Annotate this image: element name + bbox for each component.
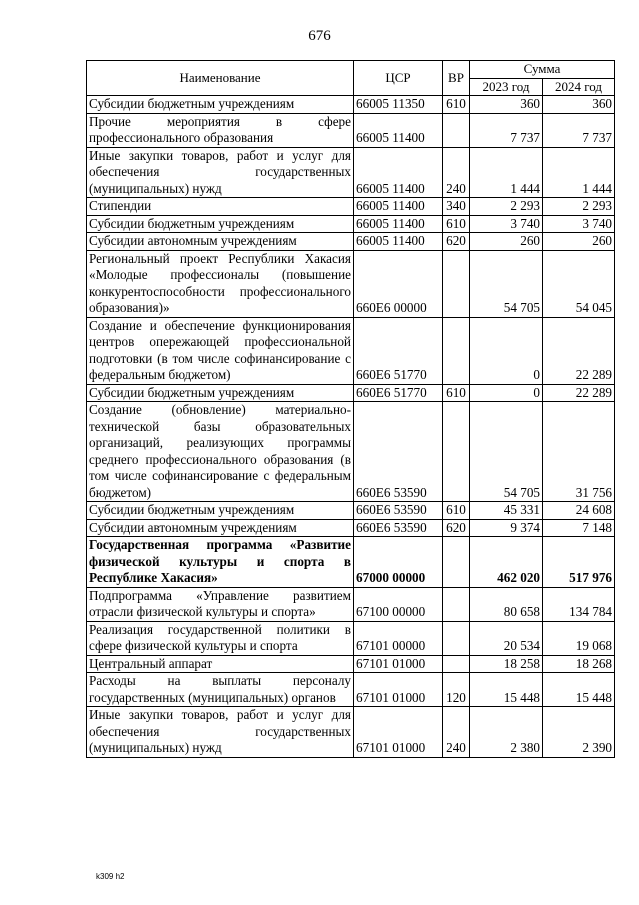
row-name: Субсидии бюджетным учреждениям — [87, 96, 354, 114]
row-vr: 340 — [443, 198, 470, 216]
table-row — [87, 502, 615, 520]
row-name: Подпрограмма «Управление развитием отрасли физической культуры и спорта» — [87, 587, 354, 621]
row-sum-2023: 462 020 — [470, 537, 543, 588]
row-csr: 660Е6 51770 — [354, 317, 443, 384]
table-row — [87, 113, 615, 147]
row-csr: 67101 00000 — [354, 621, 443, 655]
row-sum-2023: 1 444 — [470, 147, 543, 198]
row-sum-2024: 7 737 — [543, 113, 615, 147]
row-name: Иные закупки товаров, работ и услуг для обеспечения государственных (муниципальных) нужд — [87, 707, 354, 758]
row-vr — [443, 621, 470, 655]
row-sum-2024: 3 740 — [543, 215, 615, 233]
row-sum-2023: 20 534 — [470, 621, 543, 655]
row-csr: 660Е6 51770 — [354, 384, 443, 402]
table-row — [87, 655, 615, 673]
header-vr: ВР — [443, 61, 470, 96]
row-vr: 610 — [443, 96, 470, 114]
row-csr: 67101 01000 — [354, 707, 443, 758]
row-sum-2024: 7 148 — [543, 519, 615, 537]
row-sum-2023: 7 737 — [470, 113, 543, 147]
row-sum-2024: 517 976 — [543, 537, 615, 588]
row-vr: 120 — [443, 673, 470, 707]
row-name: Государственная программа «Развитие физической культуры и спорта в Республике Хакасия» — [87, 537, 354, 588]
row-csr: 67100 00000 — [354, 587, 443, 621]
row-vr — [443, 587, 470, 621]
header-csr: ЦСР — [354, 61, 443, 96]
row-vr: 610 — [443, 215, 470, 233]
row-csr: 660Е6 53590 — [354, 402, 443, 502]
table-row — [87, 519, 615, 537]
row-sum-2024: 260 — [543, 233, 615, 251]
row-vr: 240 — [443, 707, 470, 758]
row-name: Субсидии бюджетным учреждениям — [87, 502, 354, 520]
row-csr: 66005 11400 — [354, 147, 443, 198]
row-sum-2023: 80 658 — [470, 587, 543, 621]
row-name: Создание и обеспечение функционирования центров опережающей профессиональной подготовки (в том числе софинансирование с федеральным бюджетом) — [87, 317, 354, 384]
row-sum-2023: 9 374 — [470, 519, 543, 537]
row-sum-2023: 2 380 — [470, 707, 543, 758]
row-vr — [443, 317, 470, 384]
row-csr: 660Е6 53590 — [354, 519, 443, 537]
footer-code: k309 h2 — [96, 872, 125, 881]
row-name: Прочие мероприятия в сфере профессионального образования — [87, 113, 354, 147]
table-row — [87, 587, 615, 621]
row-csr: 66005 11400 — [354, 113, 443, 147]
row-sum-2024: 22 289 — [543, 384, 615, 402]
row-sum-2024: 24 608 — [543, 502, 615, 520]
row-sum-2023: 0 — [470, 317, 543, 384]
table-row — [87, 96, 615, 114]
row-sum-2024: 2 390 — [543, 707, 615, 758]
header-sum: Сумма — [470, 61, 615, 79]
row-csr: 67000 00000 — [354, 537, 443, 588]
table-row — [87, 402, 615, 502]
row-sum-2023: 18 258 — [470, 655, 543, 673]
row-sum-2023: 54 705 — [470, 250, 543, 317]
row-sum-2024: 134 784 — [543, 587, 615, 621]
row-name: Региональный проект Республики Хакасия «Молодые профессионалы (повышение конкурентоспособности профессионального образования)» — [87, 250, 354, 317]
table-row — [87, 317, 615, 384]
table-row — [87, 621, 615, 655]
row-sum-2023: 15 448 — [470, 673, 543, 707]
table-row — [87, 250, 615, 317]
table-row — [87, 537, 615, 588]
row-sum-2023: 54 705 — [470, 402, 543, 502]
row-sum-2024: 15 448 — [543, 673, 615, 707]
row-vr: 610 — [443, 384, 470, 402]
row-sum-2024: 19 068 — [543, 621, 615, 655]
row-name: Субсидии автономным учреждениям — [87, 233, 354, 251]
table-row — [87, 707, 615, 758]
row-vr: 620 — [443, 233, 470, 251]
row-vr — [443, 655, 470, 673]
row-csr: 660Е6 00000 — [354, 250, 443, 317]
row-sum-2023: 3 740 — [470, 215, 543, 233]
row-sum-2024: 2 293 — [543, 198, 615, 216]
table-row — [87, 198, 615, 216]
row-csr: 66005 11350 — [354, 96, 443, 114]
row-sum-2023: 0 — [470, 384, 543, 402]
row-sum-2024: 31 756 — [543, 402, 615, 502]
row-name: Создание (обновление) материально-технической базы образовательных организаций, реализующих программы среднего профессионального образования (в том числе софинансирование с федеральным бюджетом) — [87, 402, 354, 502]
row-sum-2024: 1 444 — [543, 147, 615, 198]
row-vr: 620 — [443, 519, 470, 537]
row-name: Субсидии бюджетным учреждениям — [87, 215, 354, 233]
row-vr — [443, 250, 470, 317]
row-sum-2023: 260 — [470, 233, 543, 251]
budget-table — [86, 60, 615, 758]
row-name: Стипендии — [87, 198, 354, 216]
table-row — [87, 215, 615, 233]
row-vr — [443, 402, 470, 502]
row-name: Центральный аппарат — [87, 655, 354, 673]
row-sum-2023: 2 293 — [470, 198, 543, 216]
row-vr: 610 — [443, 502, 470, 520]
row-vr: 240 — [443, 147, 470, 198]
row-sum-2023: 360 — [470, 96, 543, 114]
row-name: Реализация государственной политики в сфере физической культуры и спорта — [87, 621, 354, 655]
row-csr: 660Е6 53590 — [354, 502, 443, 520]
table-row — [87, 147, 615, 198]
row-name: Субсидии бюджетным учреждениям — [87, 384, 354, 402]
header-name: Наименование — [87, 61, 354, 96]
row-vr — [443, 113, 470, 147]
row-csr: 67101 01000 — [354, 655, 443, 673]
table-row — [87, 233, 615, 251]
row-csr: 66005 11400 — [354, 233, 443, 251]
header-year-2023: 2023 год — [470, 78, 543, 96]
row-csr: 67101 01000 — [354, 673, 443, 707]
row-name: Иные закупки товаров, работ и услуг для обеспечения государственных (муниципальных) нужд — [87, 147, 354, 198]
row-sum-2024: 22 289 — [543, 317, 615, 384]
row-sum-2024: 54 045 — [543, 250, 615, 317]
table-row — [87, 384, 615, 402]
row-name: Субсидии автономным учреждениям — [87, 519, 354, 537]
row-csr: 66005 11400 — [354, 198, 443, 216]
table-body — [87, 96, 615, 758]
table-row — [87, 673, 615, 707]
row-sum-2024: 18 268 — [543, 655, 615, 673]
header-year-2024: 2024 год — [543, 78, 615, 96]
row-sum-2024: 360 — [543, 96, 615, 114]
row-vr — [443, 537, 470, 588]
row-name: Расходы на выплаты персоналу государственных (муниципальных) органов — [87, 673, 354, 707]
row-csr: 66005 11400 — [354, 215, 443, 233]
page-number: 676 — [308, 28, 331, 44]
row-sum-2023: 45 331 — [470, 502, 543, 520]
